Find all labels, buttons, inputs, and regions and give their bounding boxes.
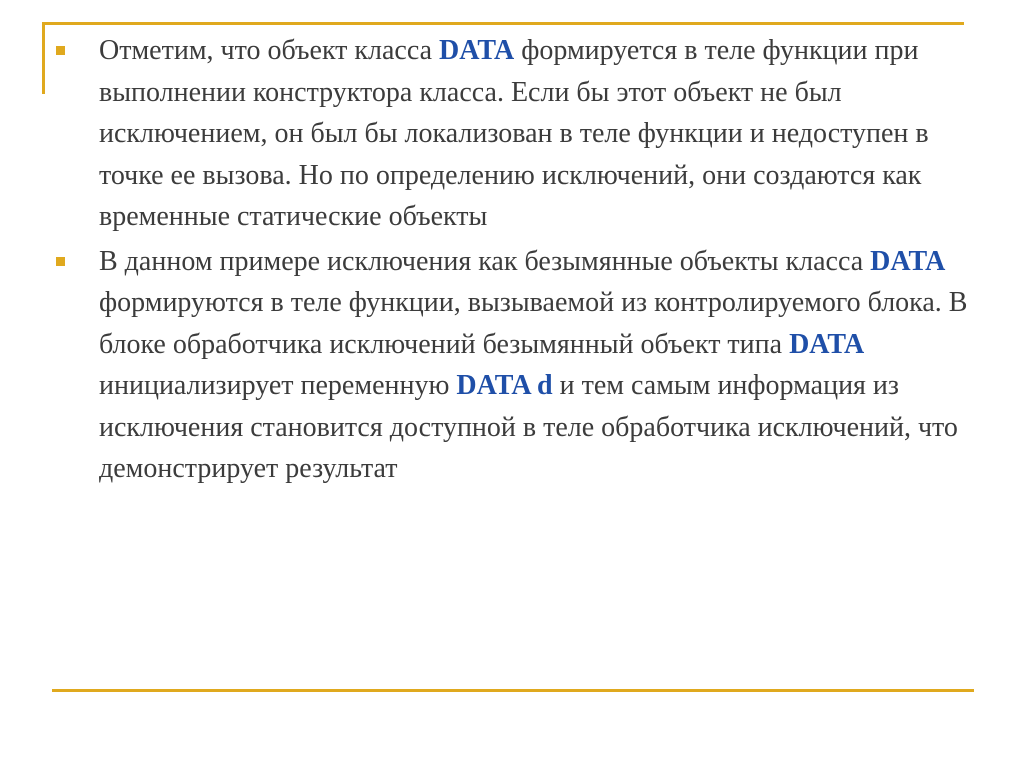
bullet-item-2	[56, 241, 986, 490]
square-bullet-icon	[56, 46, 65, 55]
keyword-data: DATA	[870, 245, 946, 277]
left-accent-line	[42, 22, 45, 94]
top-accent-line	[42, 22, 964, 25]
text-segment: В данном примере исключения как безымянные объекты класса	[99, 245, 871, 277]
bullet-text-1	[99, 30, 986, 238]
text-segment: и тем самым информация из исключения становится доступной в теле обработчика исключений, что демонстрирует результат	[99, 370, 958, 484]
keyword-data: DATA	[439, 35, 515, 66]
text-segment: Отметим, что объект класса	[99, 35, 440, 66]
keyword-data-d: DATA d	[456, 370, 553, 401]
bottom-accent-line	[52, 689, 974, 692]
bullet-text-2	[99, 241, 986, 490]
text-segment: формируется в теле функции при выполнении конструктора класса. Если бы этот объект не был исключением, он был бы локализован в теле функции и недоступен в точке ее вызова. Но по определению исключений, они создаются как временные статические объекты	[99, 35, 929, 232]
bullet-item-1	[56, 30, 986, 238]
text-segment: формируются в теле функции, вызываемой из контролируемого блока. В блоке обработчика исключений безымянный объект типа	[99, 287, 968, 360]
square-bullet-icon	[56, 257, 65, 266]
text-segment: инициализирует переменную	[99, 370, 457, 401]
bullet-list	[56, 30, 986, 493]
keyword-data: DATA	[789, 328, 865, 360]
